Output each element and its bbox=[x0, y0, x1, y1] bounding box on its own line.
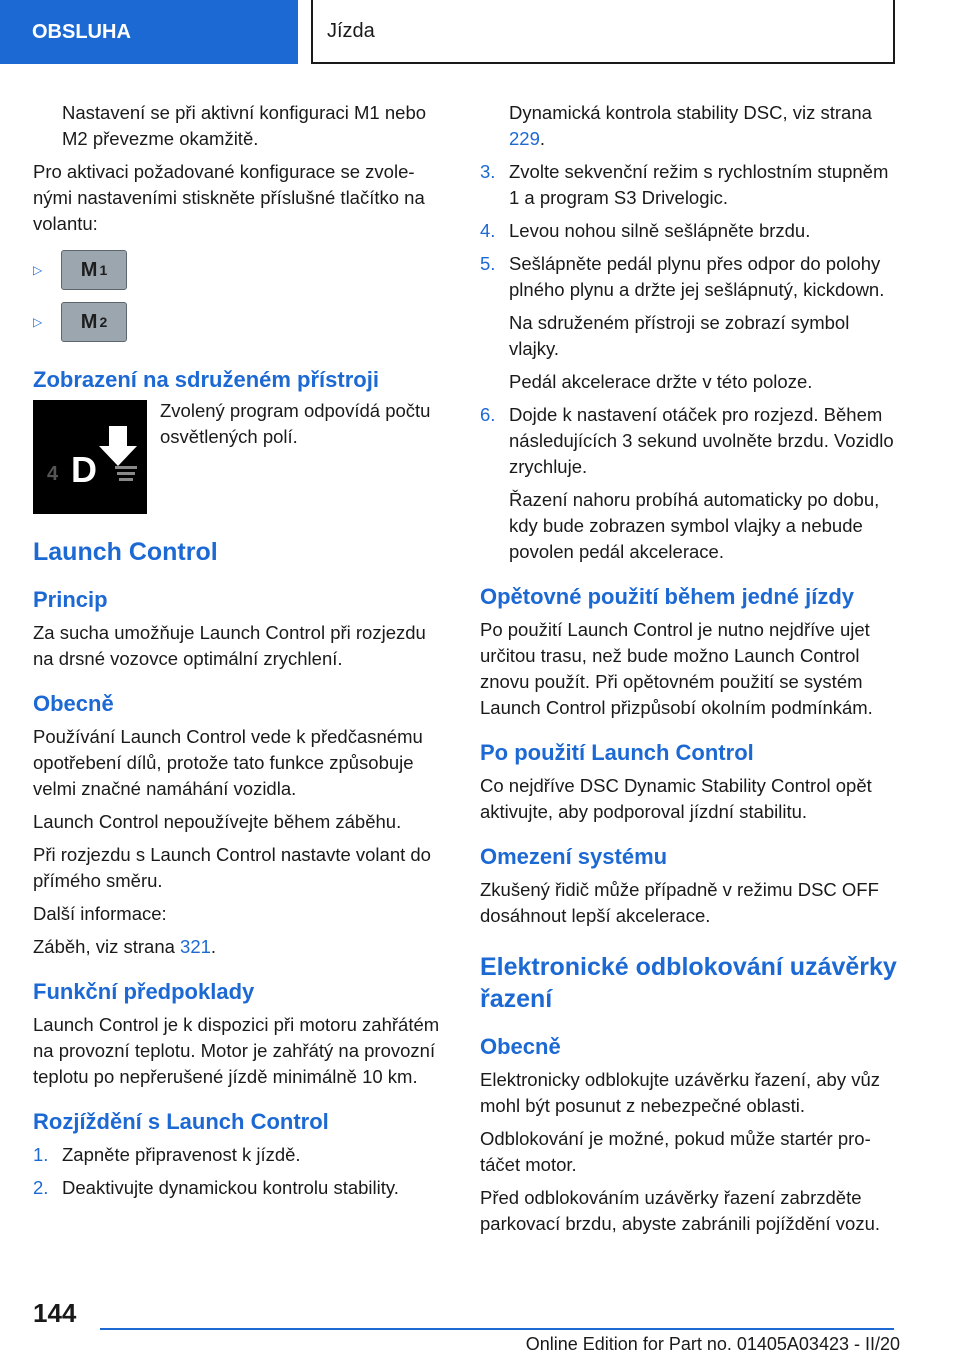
m1-button-icon bbox=[61, 250, 127, 290]
right-column bbox=[480, 100, 898, 1244]
chapter-title bbox=[311, 0, 895, 64]
chapter-title-text: Jízda bbox=[327, 19, 375, 42]
heading-rozjizdeni: Rozjíždění s Launch Control bbox=[33, 1109, 329, 1134]
text: . bbox=[539, 128, 546, 149]
step-text: Zapněte připravenost k jízdě. bbox=[62, 1144, 301, 1165]
cluster-display-icon bbox=[33, 400, 147, 514]
paragraph: Na sdruženém přístroji se zobrazí symbol vlajky. bbox=[509, 312, 850, 359]
heading-obecne-2: Obecně bbox=[480, 1034, 561, 1059]
page-number: 144 bbox=[33, 1298, 77, 1328]
paragraph: Odblokování je možné, pokud může startér protáčet motor. bbox=[480, 1128, 871, 1175]
page-reference-link[interactable]: 229 bbox=[509, 128, 540, 149]
paragraph: Launch Control nepoužívejte během záběhu. bbox=[33, 811, 402, 832]
heading-princip: Princip bbox=[33, 587, 108, 612]
heading-predpoklady: Funkční předpoklady bbox=[33, 979, 255, 1004]
cluster-block bbox=[33, 400, 443, 514]
text: Záběh, viz strana bbox=[33, 936, 181, 957]
paragraph: Nastavení se při aktivní konfiguraci M1 nebo M2 převezme okamžitě. bbox=[62, 102, 427, 149]
bullet-m1 bbox=[33, 244, 443, 296]
list-item bbox=[480, 159, 898, 211]
heading-po-pouziti: Po použití Launch Control bbox=[480, 740, 754, 765]
paragraph: Pro aktivaci požadované konfigurace se zvolenými nastaveními stiskněte příslušné tlačítko na volantu: bbox=[33, 161, 425, 234]
heading-launch-control: Launch Control bbox=[33, 538, 218, 566]
gear-letter: D bbox=[71, 449, 97, 490]
down-arrow-icon bbox=[99, 426, 137, 466]
step-text: Zvolte sekvenční režim s rychlostním stupněm 1 a program S3 Drivelogic. bbox=[509, 161, 889, 208]
step-text: Sešlápněte pedál plynu přes odpor do polohy plného plynu a držte jej sešlápnutý, kickdown. bbox=[509, 253, 885, 300]
footer-divider bbox=[100, 1328, 894, 1330]
text: . bbox=[210, 936, 217, 957]
paragraph: Používání Launch Control vede k předčasnému opotřebení dílů, protože tato funkce způsobuje velmi značné namáhání vozidla. bbox=[33, 726, 423, 799]
paragraph: Po použití Launch Control je nutno nejdříve ujet určitou trasu, než bude možno Launch Control znovu použít. Při opětovném použití se systém Launch Control přizpůsobí okolním podmínkám. bbox=[480, 619, 873, 718]
step-number: 2. bbox=[33, 1177, 49, 1198]
bullet-m2 bbox=[33, 296, 443, 348]
step-number: 3. bbox=[480, 161, 496, 182]
list-item bbox=[33, 1175, 443, 1201]
paragraph: Launch Control je k dispozici při motoru zahřátém na provozní teplotu. Motor je zahřátý na provozní teplotu po nepřerušené jízdě minimálně 10 km. bbox=[33, 1014, 440, 1087]
heading-cluster: Zobrazení na sdruženém přístroji bbox=[33, 367, 379, 392]
triangle-bullet-icon: ▷ bbox=[33, 315, 43, 329]
left-column bbox=[33, 100, 443, 1208]
heading-opetovne: Opětovné použití během jedné jízdy bbox=[480, 584, 855, 609]
step-text: Deaktivujte dynamickou kontrolu stability. bbox=[62, 1177, 399, 1198]
paragraph: Elektronicky odblokujte uzávěrku řazení, aby vůz mohl být posunut z nebezpečné oblasti. bbox=[480, 1069, 881, 1116]
heading-obecne: Obecně bbox=[33, 691, 114, 716]
list-item bbox=[33, 1142, 443, 1168]
paragraph: Před odblokováním uzávěrky řazení zabrzděte parkovací brzdu, abyste zabránili pojíždění vozu. bbox=[480, 1187, 881, 1234]
step-number: 1. bbox=[33, 1144, 49, 1165]
paragraph: Další informace: bbox=[33, 903, 167, 924]
list-item bbox=[480, 218, 898, 244]
m2-sup: 2 bbox=[99, 314, 108, 330]
triangle-bullet-icon: ▷ bbox=[33, 263, 43, 277]
heading-elektronicke: Elektronické odblokování uzávěrky řazení bbox=[480, 953, 897, 1013]
step-number: 5. bbox=[480, 253, 496, 274]
m2-label: M bbox=[80, 311, 98, 333]
paragraph: Řazení nahoru probíhá automaticky po dobu, kdy bude zobrazen symbol vlajky a nebude povolen pedál akcelerace. bbox=[509, 489, 880, 562]
cluster-display-image bbox=[33, 400, 147, 514]
list-item bbox=[480, 251, 898, 303]
step-number: 6. bbox=[480, 404, 496, 425]
m1-label: M bbox=[80, 259, 98, 281]
edition-text: Online Edition for Part no. 01405A03423 - II/20 bbox=[525, 1334, 900, 1354]
section-tab: OBSLUHA bbox=[0, 0, 298, 64]
paragraph bbox=[480, 100, 898, 152]
list-item bbox=[480, 402, 898, 480]
paragraph: Pedál akcelerace držte v této poloze. bbox=[509, 371, 813, 392]
gear-number: 4 bbox=[47, 463, 59, 485]
step-text: Dojde k nastavení otáček pro rozjezd. Během následujících 3 sekund uvolněte brzdu. Vozidlo zrychluje. bbox=[509, 404, 894, 477]
page-reference-link[interactable]: 321 bbox=[180, 936, 211, 957]
paragraph: Zkušený řidič může případně v režimu DSC OFF dosáhnout lepší akcelerace. bbox=[480, 879, 879, 926]
text: Dynamická kontrola stability DSC, viz strana bbox=[509, 102, 872, 123]
m1-sup: 1 bbox=[99, 262, 108, 278]
paragraph: Za sucha umožňuje Launch Control při rozjezdu na drsné vozovce optimální zrychlení. bbox=[33, 622, 426, 669]
m2-button-icon bbox=[61, 302, 127, 342]
paragraph: Co nejdříve DSC Dynamic Stability Control opět aktivujte, aby podporoval jízdní stabilitu. bbox=[480, 775, 872, 822]
paragraph bbox=[33, 934, 443, 960]
step-number: 4. bbox=[480, 220, 496, 241]
paragraph: Při rozjezdu s Launch Control nastavte volant do přímého směru. bbox=[33, 844, 431, 891]
heading-omezeni: Omezení systému bbox=[480, 844, 668, 869]
cluster-description: Zvolený program odpovídá počtu osvětlených polí. bbox=[160, 400, 431, 447]
step-text: Levou nohou silně sešlápněte brzdu. bbox=[509, 220, 811, 241]
